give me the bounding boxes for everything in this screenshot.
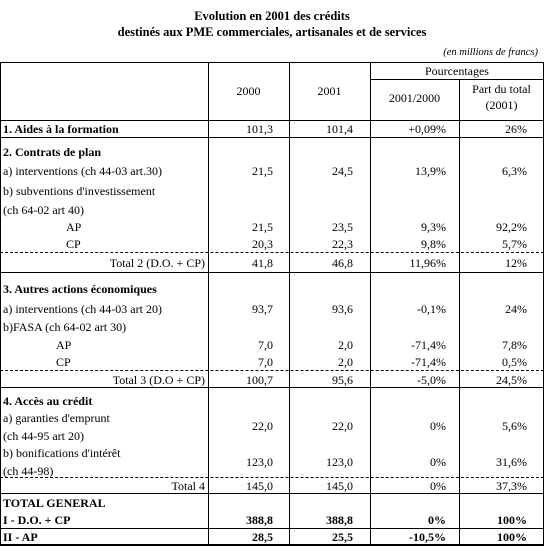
cell-2000: 7,0 [258, 338, 273, 352]
cell-part: 0,5% [502, 355, 527, 369]
header-variation: 2001/2000 [388, 91, 441, 105]
total-4-dashed-divider [0, 477, 544, 478]
cell-2000: 100,7 [246, 373, 273, 387]
cell-part: 37,3% [496, 479, 527, 493]
header-bottom-border [0, 120, 544, 121]
row-label: CP [66, 237, 81, 251]
cell-2001: 22,0 [332, 419, 353, 433]
row-label: (ch 44-98) [3, 464, 54, 478]
row-label: (ch 64-02 art 40) [3, 203, 84, 217]
row-label: Total 4 [171, 479, 205, 493]
row-label: AP [66, 220, 82, 234]
row-label: Total 3 (D.O + CP) [112, 373, 205, 387]
cell-2000: 388,8 [246, 513, 273, 527]
cell-2001: 101,4 [326, 122, 353, 136]
section-3-bottom-border [0, 387, 544, 388]
unit-note: (en millions de francs) [443, 47, 538, 58]
section-heading: 2. Contrats de plan [3, 145, 102, 159]
header-part-line-1: Part du total [472, 82, 531, 96]
cell-2001: 123,0 [326, 455, 353, 469]
cell-2000: 123,0 [246, 455, 273, 469]
cell-part: 12% [505, 256, 527, 270]
cell-2001: 24,5 [332, 164, 353, 178]
total-row-divider [0, 528, 544, 529]
cell-variation: -71,4% [411, 355, 446, 369]
total-3-dashed-divider [0, 370, 544, 371]
cell-variation: 0% [430, 479, 446, 493]
cell-variation: 0% [430, 419, 446, 433]
cell-2001: 23,5 [332, 220, 353, 234]
percent-header-divider [370, 79, 544, 80]
cell-2001: 25,5 [332, 530, 353, 544]
cell-2000: 20,3 [252, 237, 273, 251]
cell-2001: 2,0 [338, 355, 353, 369]
row-label: b) bonifications d'intérêt [3, 446, 121, 460]
cell-part: 7,8% [502, 338, 527, 352]
cell-2000: 93,7 [252, 302, 273, 316]
row-label: (ch 44-95 art 20) [3, 429, 84, 443]
cell-2000: 7,0 [258, 355, 273, 369]
cell-part: 6,3% [502, 164, 527, 178]
cell-variation: 0% [430, 455, 446, 469]
total-general-heading: TOTAL GENERAL [3, 496, 106, 510]
cell-2000: 21,5 [252, 220, 273, 234]
cell-2000: 41,8 [252, 256, 273, 270]
header-2001: 2001 [317, 84, 342, 98]
cell-part: 100% [497, 513, 527, 527]
row-label: II - AP [3, 530, 38, 544]
row-label: 1. Aides à la formation [3, 122, 119, 136]
cell-variation: 13,9% [415, 164, 446, 178]
header-2000: 2000 [236, 84, 261, 98]
cell-variation: +0,09% [408, 122, 446, 136]
cell-part: 5,6% [502, 419, 527, 433]
cell-variation: 11,96% [409, 256, 446, 270]
cell-variation: 0% [428, 513, 446, 527]
cell-variation: -71,4% [411, 338, 446, 352]
table-title-line-2: destinés aux PME commerciales, artisanales et de services [117, 25, 427, 39]
cell-part: 31,6% [496, 455, 527, 469]
row-label: Total 2 (D.O. + CP) [109, 256, 205, 270]
cell-2001: 93,6 [332, 302, 353, 316]
section-4-bottom-border [0, 493, 544, 494]
section-heading: 3. Autres actions économiques [3, 282, 157, 296]
cell-variation: 9,3% [421, 220, 446, 234]
row-label: a) interventions (ch 44-03 art.30) [3, 164, 162, 178]
table-top-border [0, 62, 544, 63]
row-label: a) interventions (ch 44-03 art 20) [3, 302, 162, 316]
cell-variation: -10,5% [409, 530, 446, 544]
cell-part: 5,7% [502, 237, 527, 251]
cell-variation: -5,0% [417, 373, 446, 387]
cell-2001: 22,3 [332, 237, 353, 251]
header-pourcentages: Pourcentages [425, 64, 489, 78]
cell-2000: 28,5 [252, 530, 273, 544]
cell-2000: 101,3 [246, 122, 273, 136]
left-border [0, 62, 1, 545]
row-label: I - D.O. + CP [3, 513, 71, 527]
cell-part: 100% [497, 530, 527, 544]
cell-part: 24,5% [496, 373, 527, 387]
total-2-dashed-divider [0, 252, 544, 253]
cell-2000: 145,0 [246, 479, 273, 493]
row-label: CP [56, 355, 71, 369]
cell-part: 92,2% [496, 220, 527, 234]
table-title-line-1: Evolution en 2001 des crédits [194, 9, 350, 23]
cell-variation: 9,8% [421, 237, 446, 251]
row-label: AP [56, 338, 72, 352]
cell-2000: 22,0 [252, 419, 273, 433]
row-label: b)FASA (ch 64-02 art 30) [3, 320, 127, 334]
cell-variation: -0,1% [417, 302, 446, 316]
section-heading: 4. Accès au crédit [3, 394, 93, 408]
row-label: b) subventions d'investissement [3, 184, 156, 198]
cell-2001: 2,0 [338, 338, 353, 352]
header-part-line-2: (2001) [485, 98, 518, 112]
cell-part: 26% [505, 122, 527, 136]
cell-part: 24% [505, 302, 527, 316]
cell-2001: 95,6 [332, 373, 353, 387]
cell-2001: 388,8 [326, 513, 353, 527]
cell-2000: 21,5 [252, 164, 273, 178]
cell-2001: 46,8 [332, 256, 353, 270]
section-1-bottom-border [0, 137, 544, 138]
cell-2001: 145,0 [326, 479, 353, 493]
row-label: a) garanties d'emprunt [3, 411, 110, 425]
section-2-bottom-border [0, 272, 544, 273]
